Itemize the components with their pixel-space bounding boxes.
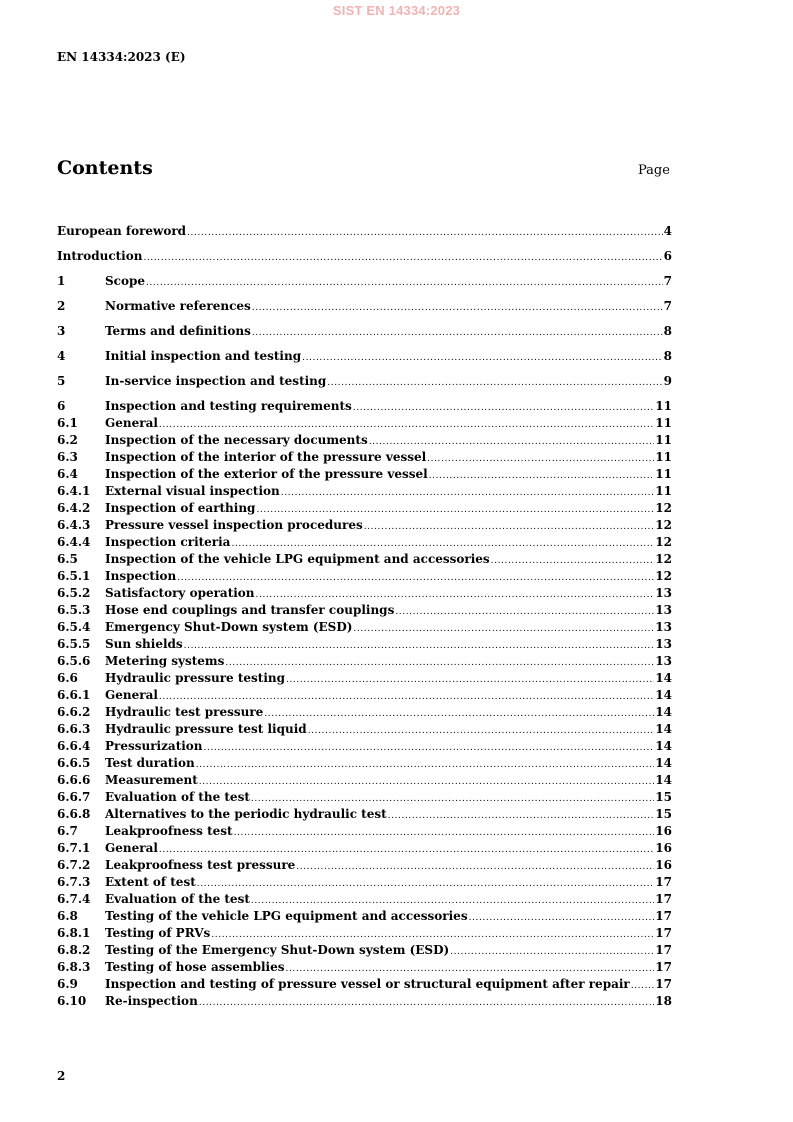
- toc-dot-leader: [187, 225, 663, 242]
- toc-entry-number: 6.5.3: [57, 603, 91, 617]
- toc-entry-title: Hydraulic pressure test liquid: [105, 722, 307, 736]
- toc-entry-number: 6.7.2: [57, 858, 91, 872]
- toc-entry-title: Inspection of the interior of the pressure vessel: [105, 450, 427, 464]
- toc-entry[interactable]: [57, 704, 672, 721]
- toc-entry-page: 17: [655, 960, 672, 974]
- toc-entry-page: 14: [655, 722, 672, 736]
- toc-entry[interactable]: [57, 789, 672, 806]
- toc-entry-page: 15: [655, 790, 672, 804]
- toc-entry-page: 6: [663, 249, 672, 263]
- toc-entry[interactable]: [57, 857, 672, 874]
- toc-entry-page: 14: [655, 739, 672, 753]
- toc-entry-number: 6.2: [57, 433, 78, 447]
- toc-entry[interactable]: [57, 908, 672, 925]
- toc-entry-number: 6.9: [57, 977, 78, 991]
- toc-entry-page: 16: [655, 824, 672, 838]
- toc-entry-title: Inspection of the exterior of the pressure vessel: [105, 467, 428, 481]
- toc-entry-number: 6.4: [57, 467, 78, 481]
- toc-entry[interactable]: [57, 323, 672, 340]
- toc-entry-title: In-service inspection and testing: [105, 374, 327, 388]
- toc-entry[interactable]: [57, 298, 672, 315]
- toc-entry-title: Initial inspection and testing: [105, 349, 302, 363]
- toc-dot-leader: [281, 485, 655, 502]
- toc-dot-leader: [327, 375, 662, 392]
- toc-entry[interactable]: [57, 806, 672, 823]
- toc-entry-title: Satisfactory operation: [105, 586, 255, 600]
- contents-heading: Contents: [57, 157, 153, 179]
- toc-entry-page: 11: [655, 433, 672, 447]
- toc-entry[interactable]: [57, 248, 672, 265]
- toc-entry-number: 5: [57, 374, 66, 388]
- toc-entry-title: Pressurization: [105, 739, 203, 753]
- toc-entry-page: 4: [663, 224, 672, 238]
- toc-entry[interactable]: [57, 273, 672, 290]
- toc-entry[interactable]: [57, 653, 672, 670]
- toc-entry-page: 16: [655, 858, 672, 872]
- toc-entry-page: 13: [655, 586, 672, 600]
- toc-entry-page: 7: [663, 274, 672, 288]
- toc-entry[interactable]: [57, 449, 672, 466]
- toc-entry-number: 6.5.5: [57, 637, 91, 651]
- toc-dot-leader: [196, 757, 655, 774]
- toc-entry-number: 6.6: [57, 671, 78, 685]
- toc-entry-title: General: [105, 688, 158, 702]
- toc-dot-leader: [143, 250, 662, 267]
- page-column-label: Page: [638, 163, 670, 178]
- toc-entry[interactable]: [57, 670, 672, 687]
- toc-dot-leader: [469, 910, 655, 927]
- toc-entry[interactable]: [57, 483, 672, 500]
- toc-entry-page: 17: [655, 926, 672, 940]
- toc-entry-number: 6.1: [57, 416, 78, 430]
- toc-entry-page: 11: [655, 484, 672, 498]
- toc-entry-number: 6.7.4: [57, 892, 91, 906]
- toc-entry-number: 6.5.6: [57, 654, 91, 668]
- toc-entry-page: 9: [663, 374, 672, 388]
- toc-dot-leader: [146, 275, 663, 292]
- toc-dot-leader: [264, 706, 654, 723]
- toc-entry-title: Evaluation of the test: [105, 892, 250, 906]
- toc-dot-leader: [631, 978, 655, 995]
- toc-entry-page: 13: [655, 654, 672, 668]
- toc-dot-leader: [429, 468, 655, 485]
- toc-entry-title: General: [105, 416, 158, 430]
- toc-entry-title: External visual inspection: [105, 484, 280, 498]
- toc-entry-number: 6.8.2: [57, 943, 91, 957]
- toc-entry-number: 6.4.1: [57, 484, 91, 498]
- toc-entry-page: 17: [655, 875, 672, 889]
- toc-entry-title: Testing of PRVs: [105, 926, 211, 940]
- toc-entry-title: Inspection of the vehicle LPG equipment and accessories: [105, 552, 490, 566]
- toc-entry-title: Emergency Shut-Down system (ESD): [105, 620, 353, 634]
- toc-entry-number: 6.5.4: [57, 620, 91, 634]
- toc-entry-page: 14: [655, 756, 672, 770]
- toc-entry-page: 14: [655, 671, 672, 685]
- toc-dot-leader: [204, 740, 655, 757]
- toc-entry-title: Pressure vessel inspection procedures: [105, 518, 363, 532]
- toc-entry-number: 6.7.1: [57, 841, 91, 855]
- toc-entry-page: 14: [655, 773, 672, 787]
- toc-entry-number: 6.5.1: [57, 569, 91, 583]
- toc-entry-number: 6.6.3: [57, 722, 91, 736]
- toc-entry[interactable]: [57, 534, 672, 551]
- toc-entry-page: 12: [655, 535, 672, 549]
- toc-entry-title: Test duration: [105, 756, 195, 770]
- toc-entry-page: 13: [655, 620, 672, 634]
- toc-entry-number: 6.6.2: [57, 705, 91, 719]
- toc-dot-leader: [252, 300, 663, 317]
- toc-entry-title: Metering systems: [105, 654, 225, 668]
- toc-entry[interactable]: [57, 466, 672, 483]
- toc-dot-leader: [302, 350, 663, 367]
- toc-entry-title: General: [105, 841, 158, 855]
- toc-entry-title: Sun shields: [105, 637, 183, 651]
- toc-dot-leader: [427, 451, 654, 468]
- toc-entry[interactable]: [57, 636, 672, 653]
- toc-entry-title: Hydraulic test pressure: [105, 705, 264, 719]
- toc-entry[interactable]: [57, 373, 672, 390]
- toc-dot-leader: [225, 655, 654, 672]
- toc-entry[interactable]: [57, 415, 672, 432]
- toc-entry-page: 13: [655, 603, 672, 617]
- toc-entry-title: Hose end couplings and transfer couplings: [105, 603, 395, 617]
- toc-entry[interactable]: [57, 721, 672, 738]
- toc-entry-number: 6.8: [57, 909, 78, 923]
- toc-entry-page: 17: [655, 943, 672, 957]
- toc-entry-title: Testing of hose assemblies: [105, 960, 285, 974]
- toc-entry-page: 14: [655, 688, 672, 702]
- toc-entry-title: Introduction: [57, 249, 143, 263]
- toc-entry-number: 6.6.1: [57, 688, 91, 702]
- toc-entry[interactable]: [57, 398, 672, 415]
- toc-dot-leader: [353, 621, 654, 638]
- toc-entry-page: 12: [655, 501, 672, 515]
- toc-entry-title: Inspection criteria: [105, 535, 231, 549]
- toc-entry[interactable]: [57, 223, 672, 240]
- toc-entry-title: Evaluation of the test: [105, 790, 250, 804]
- toc-entry-title: Inspection: [105, 569, 177, 583]
- toc-entry[interactable]: [57, 840, 672, 857]
- toc-entry-page: 8: [663, 324, 672, 338]
- toc-entry-title: Terms and definitions: [105, 324, 251, 338]
- toc-entry-number: 6.4.4: [57, 535, 91, 549]
- toc-entry-number: 6.5.2: [57, 586, 91, 600]
- watermark: SIST EN 14334:2023: [332, 3, 461, 18]
- toc-dot-leader: [450, 944, 654, 961]
- toc-entry-number: 4: [57, 349, 66, 363]
- toc-entry-page: 11: [655, 416, 672, 430]
- toc-entry[interactable]: [57, 959, 672, 976]
- toc-dot-leader: [388, 808, 655, 825]
- toc-entry-title: Hydraulic pressure testing: [105, 671, 285, 685]
- toc-entry-title: Inspection of the necessary documents: [105, 433, 368, 447]
- toc-entry-page: 7: [663, 299, 672, 313]
- toc-entry-page: 17: [655, 909, 672, 923]
- toc-entry-number: 6: [57, 399, 66, 413]
- toc-entry-page: 13: [655, 637, 672, 651]
- toc-entry[interactable]: [57, 874, 672, 891]
- toc-entry-number: 6.6.8: [57, 807, 91, 821]
- toc-entry-title: Scope: [105, 274, 146, 288]
- toc-entry-number: 6.4.3: [57, 518, 91, 532]
- toc-entry-page: 11: [655, 467, 672, 481]
- toc-entry[interactable]: [57, 551, 672, 568]
- toc-entry-title: Inspection and testing requirements: [105, 399, 352, 413]
- toc-entry-page: 12: [655, 552, 672, 566]
- toc-entry-number: 6.5: [57, 552, 78, 566]
- toc-entry[interactable]: [57, 687, 672, 704]
- toc-entry[interactable]: [57, 755, 672, 772]
- table-of-contents: [57, 223, 672, 1010]
- toc-entry-page: 11: [655, 399, 672, 413]
- toc-dot-leader: [296, 859, 654, 876]
- toc-entry-number: 6.6.4: [57, 739, 91, 753]
- toc-entry-title: Alternatives to the periodic hydraulic test: [105, 807, 387, 821]
- toc-entry-page: 8: [663, 349, 672, 363]
- toc-entry-number: 6.10: [57, 994, 87, 1008]
- toc-entry[interactable]: [57, 500, 672, 517]
- toc-entry-title: Leakproofness test: [105, 824, 233, 838]
- toc-entry-number: 6.6.5: [57, 756, 91, 770]
- toc-dot-leader: [491, 553, 655, 570]
- toc-entry-title: Testing of the Emergency Shut-Down system (ESD): [105, 943, 450, 957]
- page-number: 2: [57, 1069, 66, 1083]
- toc-entry[interactable]: [57, 585, 672, 602]
- toc-dot-leader: [308, 723, 655, 740]
- toc-entry-page: 16: [655, 841, 672, 855]
- toc-entry-number: 6.8.3: [57, 960, 91, 974]
- toc-entry-number: 6.7: [57, 824, 78, 838]
- toc-entry-title: Normative references: [105, 299, 251, 313]
- toc-entry[interactable]: [57, 942, 672, 959]
- toc-entry-number: 1: [57, 274, 66, 288]
- document-id: EN 14334:2023 (E): [57, 50, 186, 64]
- toc-entry[interactable]: [57, 976, 672, 993]
- toc-entry-page: 18: [655, 994, 672, 1008]
- toc-entry[interactable]: [57, 432, 672, 449]
- toc-entry-page: 14: [655, 705, 672, 719]
- toc-entry-number: 6.6.6: [57, 773, 91, 787]
- toc-entry[interactable]: [57, 568, 672, 585]
- toc-entry-page: 17: [655, 892, 672, 906]
- toc-entry[interactable]: [57, 772, 672, 789]
- toc-entry[interactable]: [57, 348, 672, 365]
- toc-dot-leader: [252, 325, 663, 342]
- toc-entry-number: 3: [57, 324, 66, 338]
- toc-entry-title: Extent of test: [105, 875, 196, 889]
- toc-dot-leader: [395, 604, 654, 621]
- toc-entry[interactable]: [57, 602, 672, 619]
- toc-entry[interactable]: [57, 517, 672, 534]
- toc-entry-number: 6.8.1: [57, 926, 91, 940]
- toc-entry-number: 6.6.7: [57, 790, 91, 804]
- toc-entry-title: Measurement: [105, 773, 198, 787]
- toc-dot-leader: [197, 876, 655, 893]
- toc-entry-number: 6.7.3: [57, 875, 91, 889]
- toc-entry[interactable]: [57, 738, 672, 755]
- toc-entry-page: 12: [655, 569, 672, 583]
- toc-dot-leader: [286, 672, 654, 689]
- toc-entry-title: Leakproofness test pressure: [105, 858, 296, 872]
- toc-entry-number: 6.4.2: [57, 501, 91, 515]
- toc-entry-page: 15: [655, 807, 672, 821]
- toc-dot-leader: [184, 638, 655, 655]
- toc-entry-title: Inspection and testing of pressure vessel or structural equipment after repair: [105, 977, 630, 991]
- toc-dot-leader: [199, 774, 655, 791]
- toc-entry[interactable]: [57, 993, 672, 1010]
- toc-entry[interactable]: [57, 925, 672, 942]
- toc-dot-leader: [234, 825, 655, 842]
- toc-entry-title: Inspection of earthing: [105, 501, 256, 515]
- toc-dot-leader: [364, 519, 655, 536]
- toc-entry-title: Re-inspection: [105, 994, 198, 1008]
- toc-entry-number: 2: [57, 299, 66, 313]
- toc-dot-leader: [353, 400, 655, 417]
- toc-entry-page: 17: [655, 977, 672, 991]
- toc-entry-title: European foreword: [57, 224, 187, 238]
- toc-entry-page: 11: [655, 450, 672, 464]
- toc-entry[interactable]: [57, 619, 672, 636]
- toc-dot-leader: [199, 995, 655, 1012]
- toc-entry[interactable]: [57, 891, 672, 908]
- toc-entry-page: 12: [655, 518, 672, 532]
- toc-entry-title: Testing of the vehicle LPG equipment and accessories: [105, 909, 468, 923]
- toc-entry[interactable]: [57, 823, 672, 840]
- toc-entry-number: 6.3: [57, 450, 78, 464]
